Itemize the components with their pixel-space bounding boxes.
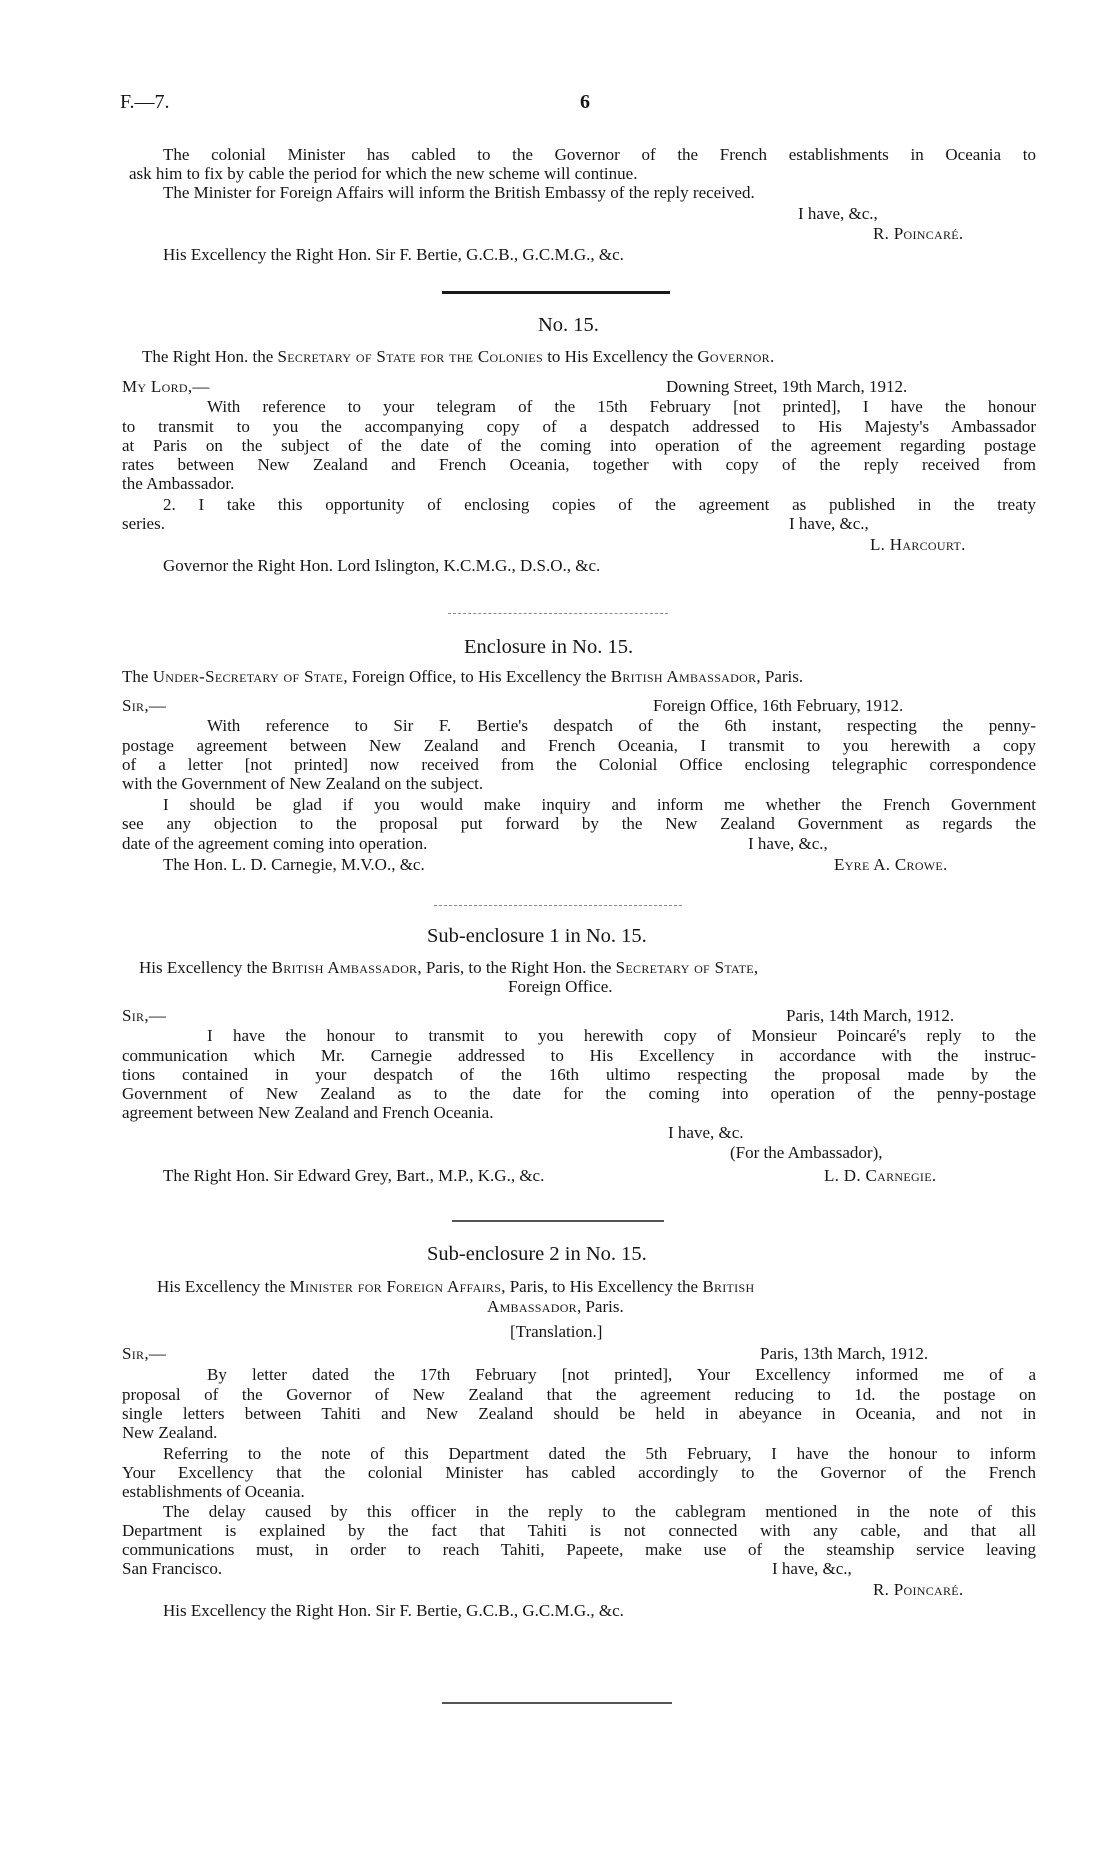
sub1-signature: L. D. Carnegie.: [824, 1166, 937, 1185]
sub1-p1-line-2: communication which Mr. Carnegie addressed to His Excellency in accordance with the instruc-: [122, 1046, 1036, 1065]
enc15-heading: Enclosure in No. 15.: [464, 636, 634, 658]
enc15-p1-line-3: of a letter [not printed] now received from the Colonial Office enclosing telegraphic correspondence: [122, 755, 1036, 774]
sub2-signature: R. Poincaré.: [873, 1580, 964, 1599]
section-divider-dots: [452, 1220, 664, 1222]
intro-signature: R. Poincaré.: [873, 224, 964, 243]
sub1-p1-line-1: I have the honour to transmit to you herewith copy of Monsieur Poincaré's reply to the: [207, 1026, 1036, 1045]
sub2-heading: Sub-enclosure 2 in No. 15.: [427, 1243, 647, 1265]
sub2-p2-line-2: Your Excellency that the colonial Minister has cabled accordingly to the Governor of the French: [122, 1463, 1036, 1482]
sub2-p3-line-4: San Francisco.: [122, 1559, 223, 1578]
no15-heading: No. 15.: [538, 314, 599, 336]
no15-p1-line-2: to transmit to you the accompanying copy of a despatch addressed to His Majesty's Ambassador: [122, 417, 1036, 436]
enc15-p1-line-4: with the Government of New Zealand on the subject.: [122, 774, 484, 793]
enc15-place-date: Foreign Office, 16th February, 1912.: [653, 696, 904, 715]
sub1-close: I have, &c.: [668, 1123, 744, 1142]
no15-p1-line-5: the Ambassador.: [122, 474, 235, 493]
enc15-p2-line-1: I should be glad if you would make inquiry and inform me whether the French Government: [163, 795, 1036, 814]
section-divider-dots: [448, 613, 668, 614]
sub1-p1-line-5: agreement between New Zealand and French Oceania.: [122, 1103, 494, 1122]
document-reference: F.—7.: [120, 91, 170, 113]
enc15-salutation: Sir,—: [122, 696, 167, 715]
end-divider-rule: [442, 1702, 672, 1704]
enc15-signature: Eyre A. Crowe.: [834, 855, 948, 874]
enc15-p1-line-1: With reference to Sir F. Bertie's despatch of the 6th instant, respecting the penny-: [207, 716, 1036, 735]
intro-paragraph-1-line-1: The colonial Minister has cabled to the Governor of the French establishments in Oceania to: [163, 145, 1036, 164]
no15-addressee: Governor the Right Hon. Lord Islington, K.C.M.G., D.S.O., &c.: [163, 556, 601, 575]
sub1-for-line: (For the Ambassador),: [730, 1143, 883, 1162]
sub2-from-line-1: His Excellency the Minister for Foreign Affairs, Paris, to His Excellency the British: [157, 1277, 755, 1296]
sub2-p1-line-4: New Zealand.: [122, 1423, 218, 1442]
section-divider-rule: [442, 291, 670, 294]
sub1-p1-line-3: tions contained in your despatch of the 16th ultimo respecting the proposal made by the: [122, 1065, 1036, 1084]
no15-p1-line-1: With reference to your telegram of the 15th February [not printed], I have the honour: [207, 397, 1036, 416]
enc15-p2-line-3: date of the agreement coming into operation.: [122, 834, 428, 853]
sub1-p1-line-4: Government of New Zealand as to the date for the coming into operation of the penny-postage: [122, 1084, 1036, 1103]
sub2-p2-line-1: Referring to the note of this Department dated the 5th February, I have the honour to inform: [163, 1444, 1036, 1463]
sub2-close: I have, &c.,: [772, 1559, 852, 1578]
sub1-addressee: The Right Hon. Sir Edward Grey, Bart., M.P., K.G., &c.: [163, 1166, 545, 1185]
intro-paragraph-1-line-2: ask him to fix by cable the period for which the new scheme will continue.: [129, 164, 638, 183]
no15-p2-line-2: series.: [122, 514, 165, 533]
sub1-salutation: Sir,—: [122, 1006, 167, 1025]
page-number: 6: [580, 91, 590, 113]
no15-close: I have, &c.,: [789, 514, 869, 533]
sub1-from-line-2: Foreign Office.: [508, 977, 613, 996]
enc15-addressee: The Hon. L. D. Carnegie, M.V.O., &c.: [163, 855, 425, 874]
sub2-from-line-2: Ambassador, Paris.: [487, 1297, 624, 1316]
sub2-translation-note: [Translation.]: [510, 1322, 603, 1341]
no15-place-date: Downing Street, 19th March, 1912.: [666, 377, 908, 396]
no15-from-line: The Right Hon. the Secretary of State for the Colonies to His Excellency the Governor.: [142, 347, 775, 366]
sub2-p3-line-3: communications must, in order to reach Tahiti, Papeete, make use of the steamship service leaving: [122, 1540, 1036, 1559]
intro-addressee: His Excellency the Right Hon. Sir F. Bertie, G.C.B., G.C.M.G., &c.: [163, 245, 624, 264]
sub2-p3-line-1: The delay caused by this officer in the reply to the cablegram mentioned in the note of this: [163, 1502, 1036, 1521]
sub1-place-date: Paris, 14th March, 1912.: [786, 1006, 955, 1025]
sub1-heading: Sub-enclosure 1 in No. 15.: [427, 925, 647, 947]
sub2-place-date: Paris, 13th March, 1912.: [760, 1344, 929, 1363]
intro-close: I have, &c.,: [798, 204, 878, 223]
sub2-p1-line-1: By letter dated the 17th February [not printed], Your Excellency informed me of a: [207, 1365, 1036, 1384]
enc15-close: I have, &c.,: [748, 834, 828, 853]
sub2-p1-line-2: proposal of the Governor of New Zealand that the agreement reducing to 1d. the postage on: [122, 1385, 1036, 1404]
sub2-p3-line-2: Department is explained by the fact that Tahiti is not connected with any cable, and that all: [122, 1521, 1036, 1540]
no15-p1-line-4: rates between New Zealand and French Oceania, together with copy of the reply received from: [122, 455, 1036, 474]
enc15-from-line: The Under-Secretary of State, Foreign Office, to His Excellency the British Ambassador, Paris.: [122, 667, 804, 686]
sub2-p2-line-3: establishments of Oceania.: [122, 1482, 305, 1501]
intro-paragraph-2: The Minister for Foreign Affairs will inform the British Embassy of the reply received.: [163, 183, 755, 202]
no15-signature: L. Harcourt.: [870, 535, 966, 554]
section-divider-dots: [434, 905, 682, 906]
sub2-addressee: His Excellency the Right Hon. Sir F. Bertie, G.C.B., G.C.M.G., &c.: [163, 1601, 624, 1620]
sub2-p1-line-3: single letters between Tahiti and New Zealand should be held in abeyance in Oceania, and not in: [122, 1404, 1036, 1423]
no15-p2-line-1: 2. I take this opportunity of enclosing copies of the agreement as published in the treaty: [163, 495, 1036, 514]
sub1-from-line-1: His Excellency the British Ambassador, Paris, to the Right Hon. the Secretary of State,: [139, 958, 759, 977]
no15-p1-line-3: at Paris on the subject of the date of the coming into operation of the agreement regarding postage: [122, 436, 1036, 455]
no15-salutation: My Lord,—: [122, 377, 210, 396]
enc15-p1-line-2: postage agreement between New Zealand and French Oceania, I transmit to you herewith a copy: [122, 736, 1036, 755]
sub2-salutation: Sir,—: [122, 1344, 167, 1363]
enc15-p2-line-2: see any objection to the proposal put forward by the New Zealand Government as regards the: [122, 814, 1036, 833]
